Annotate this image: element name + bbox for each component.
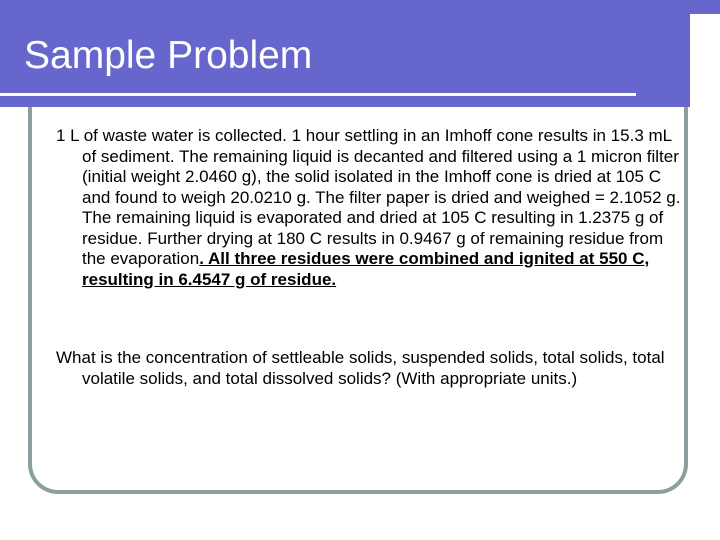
question-paragraph: What is the concentration of settleable solids, suspended solids, total solids, total volatile solids, and total dissolved solids? (With appropriate units.) xyxy=(56,348,665,388)
title-divider xyxy=(0,93,636,96)
slide-title: Sample Problem xyxy=(24,34,313,77)
problem-paragraph xyxy=(56,126,682,290)
problem-emphasis-text: . All three residues were combined and ignited at 550 C, resulting in 6.4547 g of residue. xyxy=(82,249,650,289)
title-bar-corner xyxy=(690,0,720,14)
problem-text: 1 L of waste water is collected. 1 hour settling in an Imhoff cone results in 15.3 mL of sediment. The remaining liquid is decanted and filtered using a 1 micron filter (initial weight 2.0460 g), the solid isolated in the Imhoff cone is dried at 105 C and found to weigh 20.0210 g. The filter paper is dried and weighed = 2.1052 g. The remaining liquid is evaporated and dried at 105 C resulting in 1.2375 g of residue. Further drying at 180 C results in 0.9467 g of remaining residue from the evaporation xyxy=(56,126,681,268)
